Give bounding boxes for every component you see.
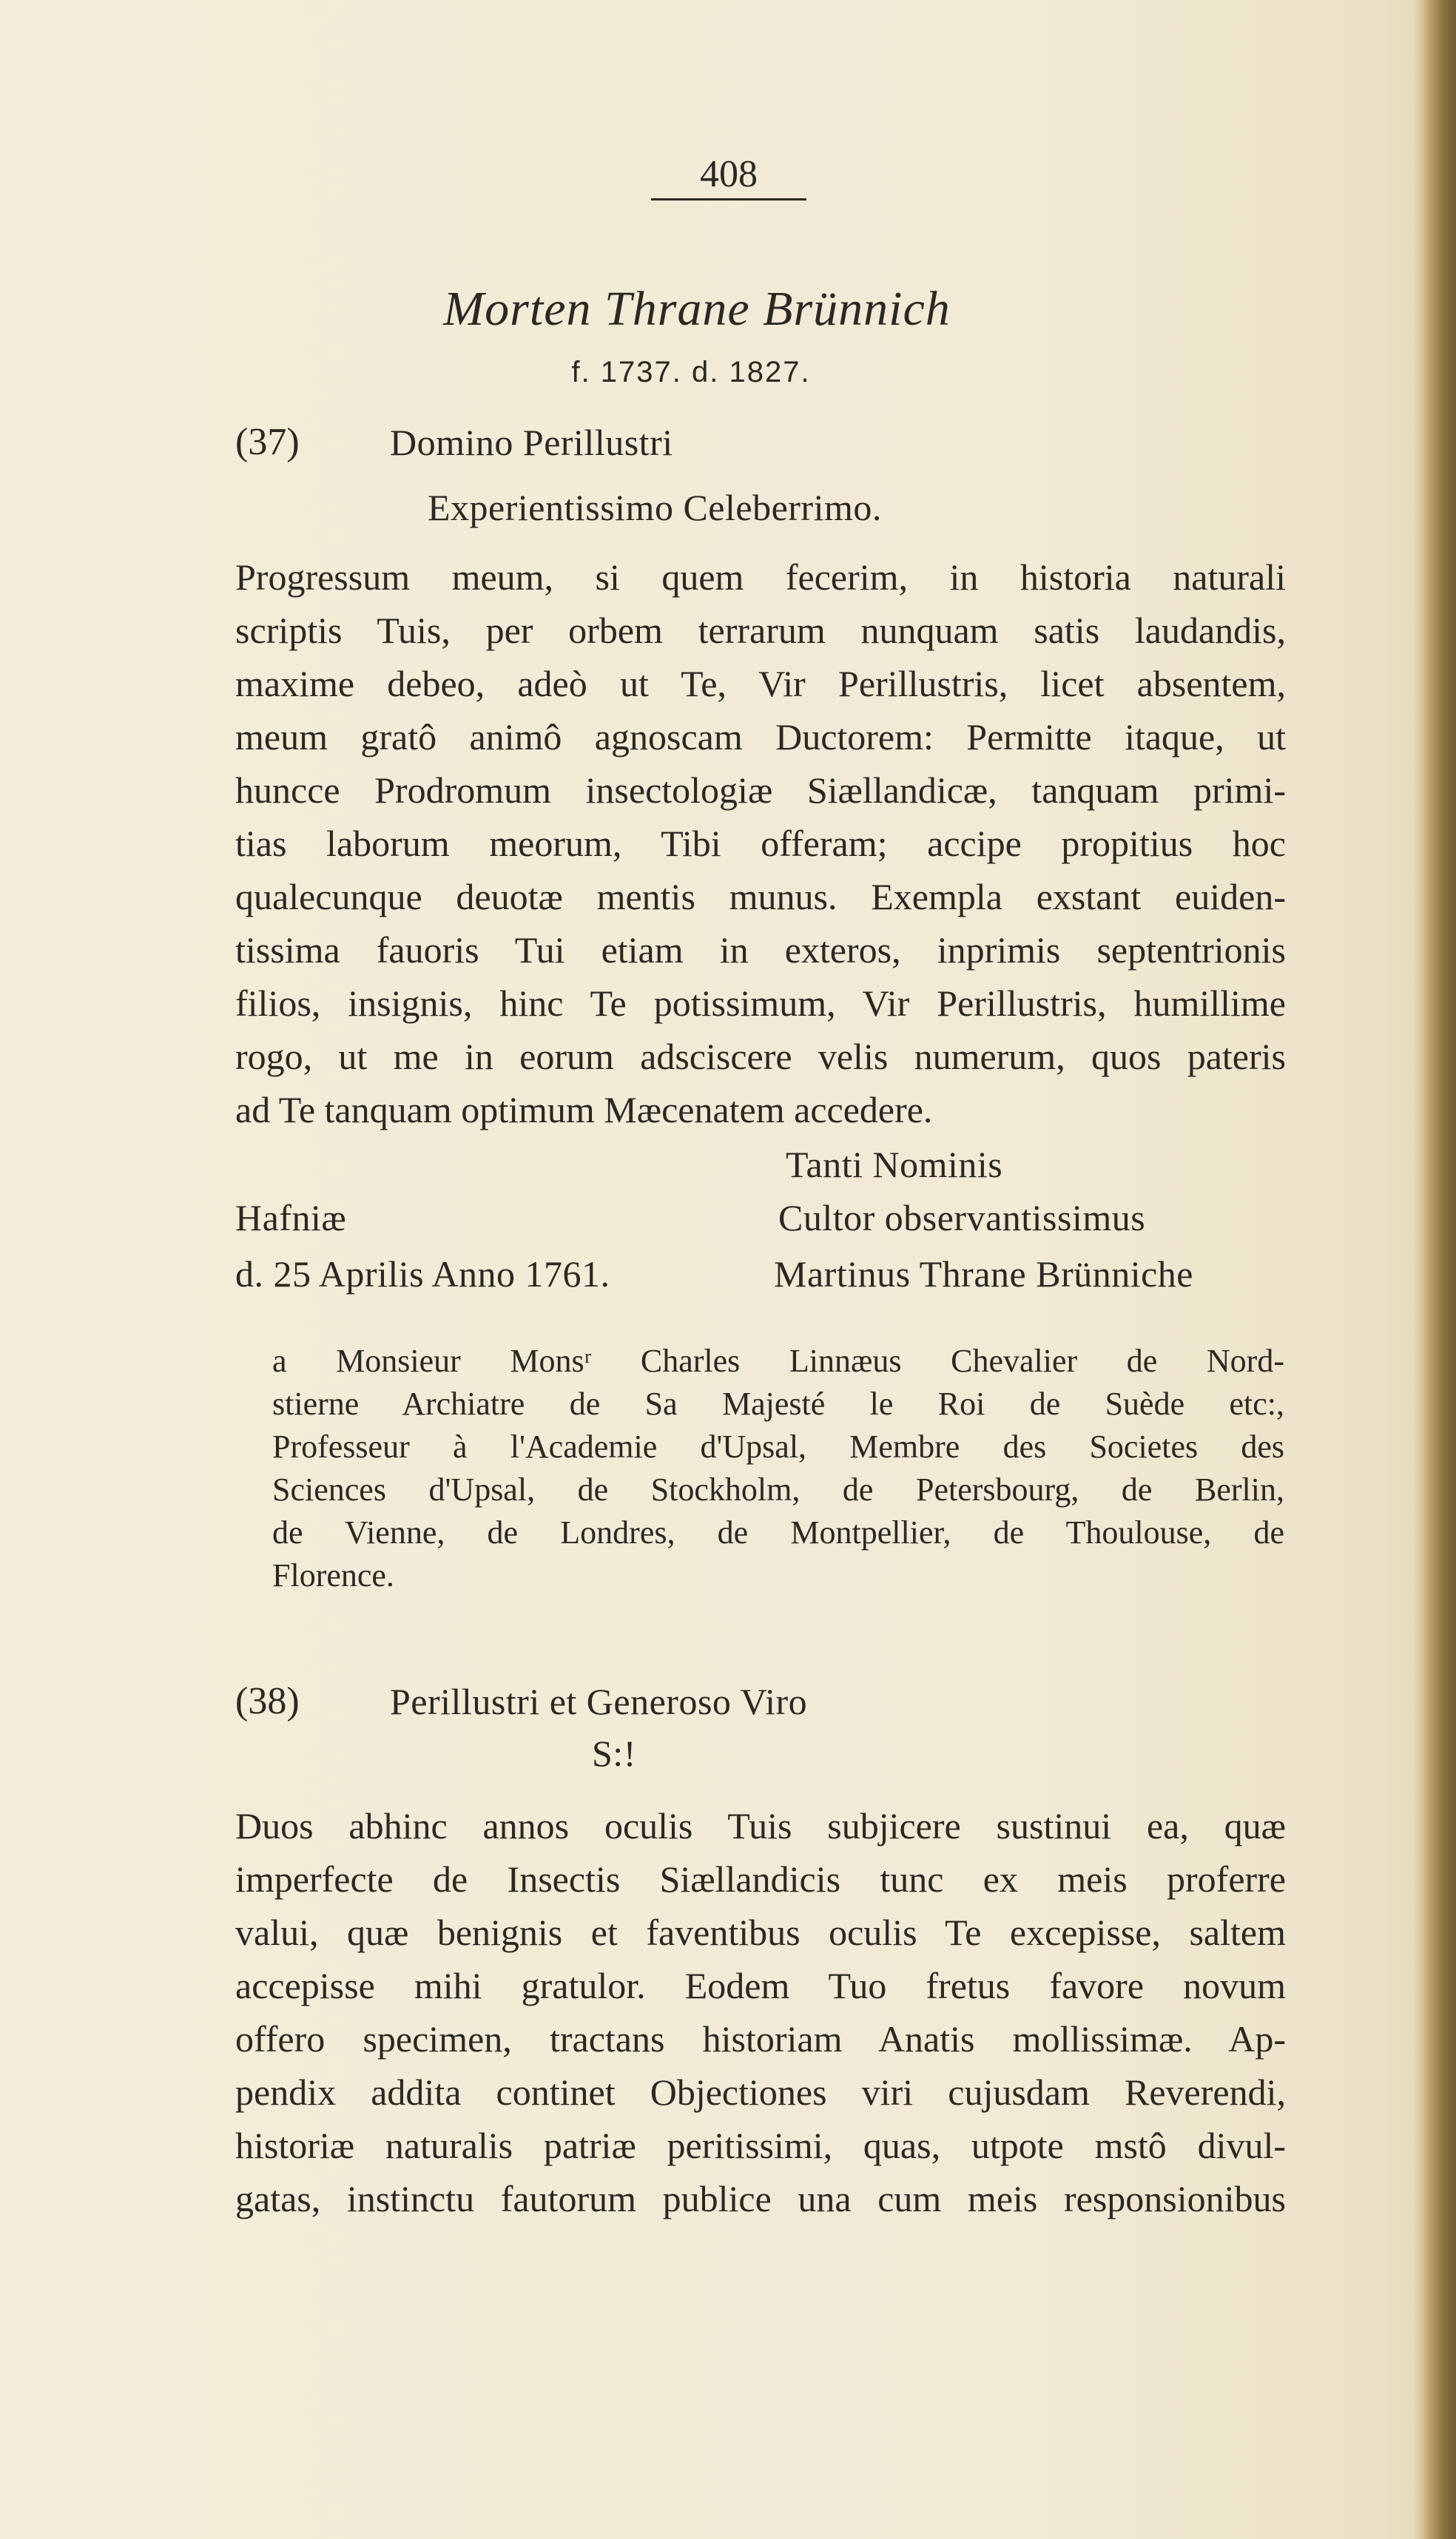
body-line: rogo, ut me in eorum adsciscere velis numerum, quos pateris [235, 1036, 1286, 1077]
closing-date: d. 25 Aprilis Anno 1761. [235, 1253, 610, 1295]
page-number: 408 [651, 152, 806, 200]
signature: Martinus Thrane Brünniche [774, 1253, 1193, 1295]
body-line: valui, quæ benignis et faventibus oculis Te excepisse, saltem [235, 1912, 1286, 1953]
body-line: gatas, instinctu fautorum publice una cum meis responsionibus [235, 2178, 1286, 2219]
body-line: filios, insignis, hinc Te potissimum, Vir Perillustris, humillime [235, 982, 1286, 1024]
closing-line: Cultor observantissimus [778, 1197, 1146, 1238]
body-line: ad Te tanquam optimum Mæcenatem accedere. [235, 1089, 933, 1130]
salutation-line: Experientissimo Celeberrimo. [428, 487, 882, 528]
body-line: offero specimen, tractans historiam Anatis mollissimæ. Ap- [235, 2018, 1286, 2060]
body-line: accepisse mihi gratulor. Eodem Tuo fretus favore novum [235, 1965, 1286, 2006]
address-line: Sciences d'Upsal, de Stockholm, de Petersbourg, de Berlin, [272, 1471, 1284, 1508]
address-line: de Vienne, de Londres, de Montpellier, de Thoulouse, de [272, 1514, 1284, 1551]
body-line: Duos abhinc annos oculis Tuis subjicere sustinui ea, quæ [235, 1805, 1286, 1847]
body-line: tissima fauoris Tui etiam in exteros, inprimis septentrionis [235, 929, 1286, 971]
address-line: a Monsieur Monsʳ Charles Linnæus Chevalier de Nord- [272, 1343, 1284, 1379]
body-line: historiæ naturalis patriæ peritissimi, quas, utpote mstô divul- [235, 2125, 1286, 2166]
author-heading: Morten Thrane Brünnich [443, 282, 951, 336]
body-line: huncce Prodromum insectologiæ Siællandicæ, tanquam primi- [235, 769, 1286, 811]
address-line: Professeur à l'Academie d'Upsal, Membre des Societes des [272, 1429, 1284, 1465]
page-edge [1422, 0, 1456, 2539]
body-line: scriptis Tuis, per orbem terrarum nunquam satis laudandis, [235, 610, 1286, 651]
body-line: maxime debeo, adeò ut Te, Vir Perillustris, licet absentem, [235, 663, 1286, 704]
body-line: Progressum meum, si quem fecerim, in historia naturali [235, 556, 1286, 598]
body-line: tias laborum meorum, Tibi offeram; accipe propitius hoc [235, 823, 1286, 864]
author-dates: f. 1737. d. 1827. [571, 356, 811, 388]
address-line: stierne Archiatre de Sa Majesté le Roi de Suède etc:, [272, 1386, 1284, 1422]
body-line: qualecunque deuotæ mentis munus. Exempla exstant euiden- [235, 876, 1286, 917]
closing-line: Tanti Nominis [786, 1144, 1003, 1185]
body-line: imperfecte de Insectis Siællandicis tunc ex meis proferre [235, 1858, 1286, 1900]
salutation-line: S:! [592, 1733, 636, 1774]
salutation-line: Perillustri et Generoso Viro [390, 1681, 808, 1722]
address-line: Florence. [272, 1557, 394, 1594]
closing-place: Hafniæ [235, 1197, 347, 1238]
salutation-line: Domino Perillustri [390, 422, 673, 463]
body-line: meum gratô animô agnoscam Ductorem: Permitte itaque, ut [235, 716, 1286, 758]
letter-number: (38) [235, 1680, 300, 1722]
body-line: pendix addita continet Objectiones viri cujusdam Reverendi, [235, 2071, 1286, 2113]
letter-number: (37) [235, 421, 300, 463]
